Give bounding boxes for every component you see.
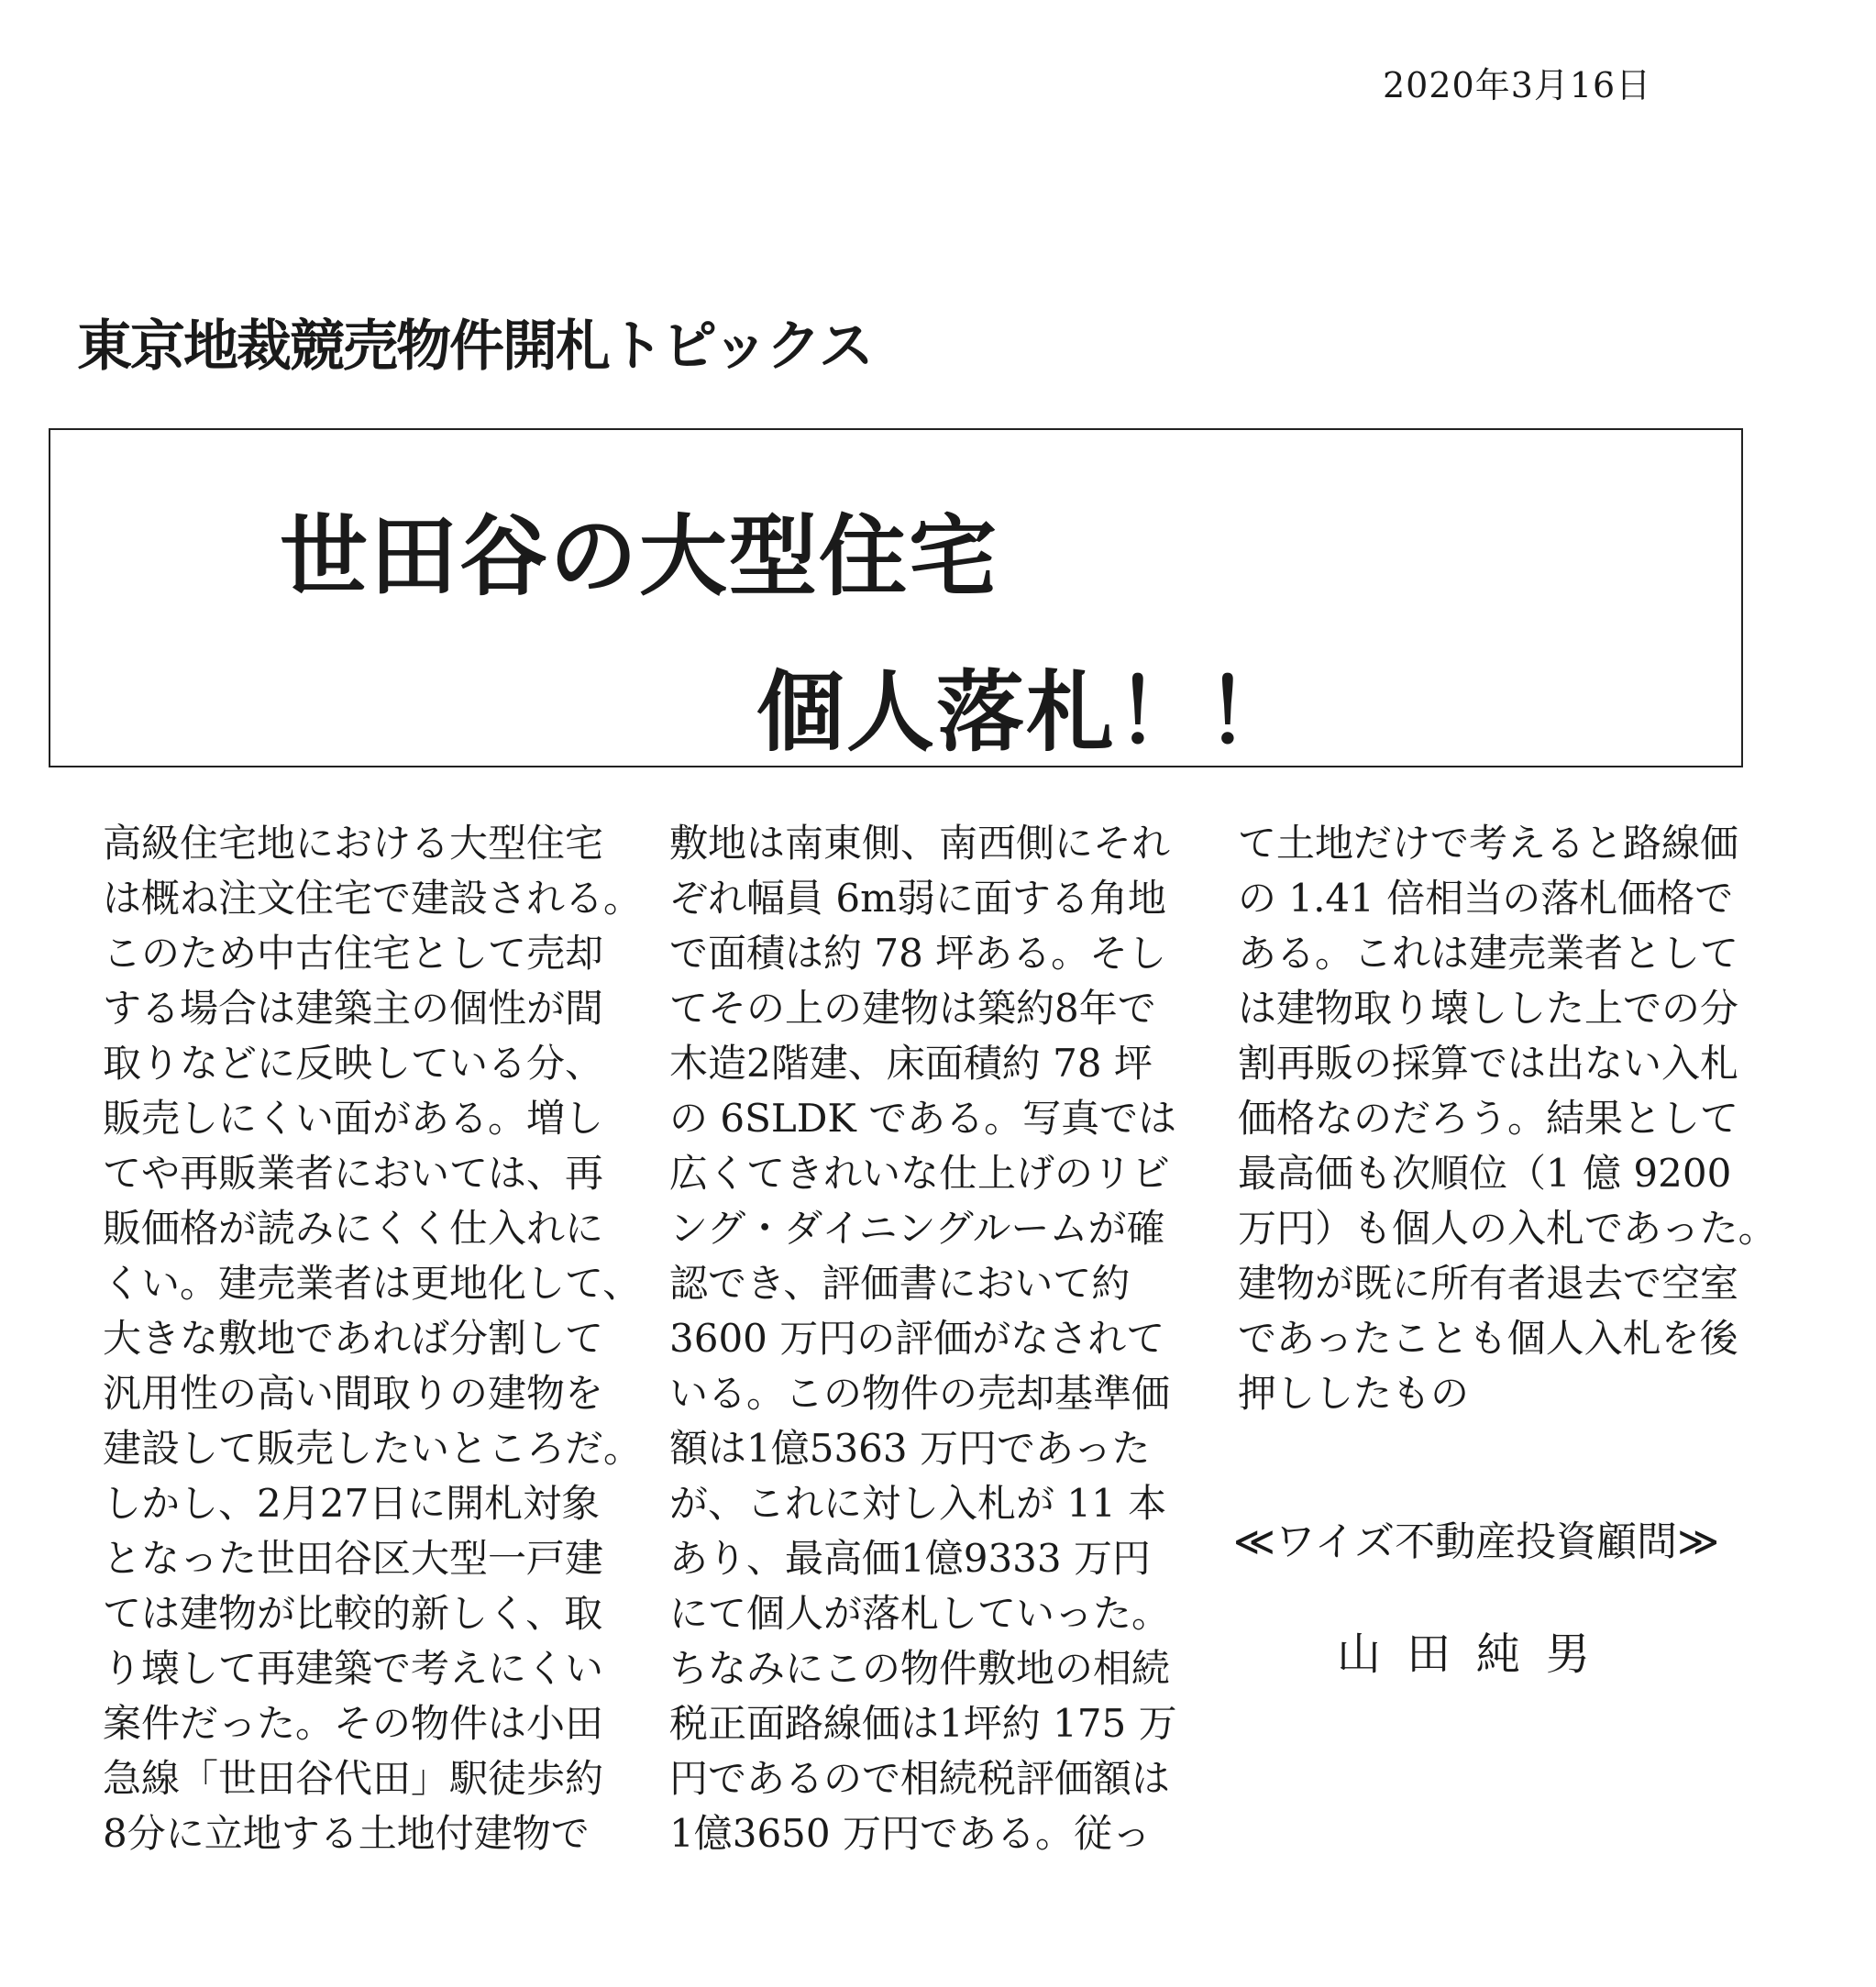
section-title: 東京地裁競売物件開札トピックス [77,315,872,379]
column-line: 案件だった。その物件は小田 [103,1701,604,1746]
column-line: の 6SLDK である。写真では [669,1096,1177,1141]
column-line: は建物取り壊しした上での分 [1238,986,1739,1031]
column-line: 建設して販売したいところだ。 [103,1426,643,1471]
column-line: あり、最高価1億9333 万円 [669,1536,1151,1581]
column-line: て土地だけで考えると路線価 [1238,821,1739,866]
column-line: ング・ダイニングルームが確 [669,1206,1165,1251]
article-column-3 [1238,816,1777,1421]
column-line: となった世田谷区大型一戸建 [103,1536,604,1581]
column-line: で面積は約 78 坪ある。そし [669,931,1167,976]
column-line: てや再販業者においては、再 [103,1151,604,1196]
column-line: 販売しにくい面がある。増し [103,1096,604,1141]
column-line: にて個人が落札していった。 [669,1591,1171,1636]
column-line: このため中古住宅として売却 [103,931,604,976]
column-line: ちなみにこの物件敷地の相続 [669,1646,1171,1691]
headline-box [49,428,1743,767]
column-line: が、これに対し入札が 11 本 [669,1481,1167,1526]
headline-line-2: 個人落札！！ [756,661,1296,764]
column-line: 大きな敷地であれば分割して [103,1316,604,1361]
column-line: いる。この物件の売却基準価 [669,1371,1171,1416]
article-column-1 [103,816,643,1861]
column-line: 額は1億5363 万円であった [669,1426,1151,1471]
column-line: しかし、2月27日に開札対象 [103,1481,601,1526]
column-line: ては建物が比較的新しく、取 [103,1591,603,1636]
column-line: 敷地は南東側、南西側にそれ [669,821,1171,866]
column-line: 高級住宅地における大型住宅 [103,821,604,866]
headline-line-1: 世田谷の大型住宅 [280,505,999,608]
column-line: 認でき、評価書において約 [669,1261,1131,1306]
column-line: ある。これは建売業者として [1238,931,1739,976]
article-date: 2020年3月16日 [1383,65,1652,105]
article-column-2 [669,816,1177,1861]
column-line: 建物が既に所有者退去で空室 [1238,1261,1739,1306]
column-line: 広くてきれいな仕上げのリビ [669,1151,1171,1196]
column-line: であったことも個人入札を後 [1238,1316,1738,1361]
column-line: 3600 万円の評価がなされて [669,1316,1165,1361]
column-line: 円であるので相続税評価額は [669,1756,1171,1801]
column-line: 汎用性の高い間取りの建物を [103,1371,604,1416]
byline-author: 山田純男 [1336,1628,1616,1680]
column-line: は概ね注文住宅で建設される。 [103,876,643,921]
column-line: 万円）も個人の入札であった。 [1238,1206,1777,1251]
column-line: の 1.41 倍相当の落札価格で [1238,876,1734,921]
column-line: 押ししたもの [1238,1371,1470,1416]
column-line: 販価格が読みにくく仕入れに [103,1206,604,1251]
byline-organization: ≪ワイズ不動産投資顧問≫ [1232,1518,1720,1565]
column-line: 急線「世田谷代田」駅徒歩約 [103,1756,604,1801]
column-line: 8分に立地する土地付建物で [103,1811,590,1856]
column-line: 割再販の採算では出ない入札 [1238,1041,1739,1086]
column-line: 木造2階建、床面積約 78 坪 [669,1041,1153,1086]
column-line: 税正面路線価は1坪約 175 万 [669,1701,1177,1746]
column-line: 1億3650 万円である。従っ [669,1811,1151,1856]
column-line: 取りなどに反映している分、 [103,1041,604,1086]
column-line: 最高価も次順位（1 億 9200 [1238,1151,1732,1196]
column-line: てその上の建物は築約8年で [669,986,1156,1031]
column-line: くい。建売業者は更地化して、 [103,1261,642,1306]
column-line: する場合は建築主の個性が間 [103,986,604,1031]
column-line: ぞれ幅員 6m弱に面する角地 [669,876,1166,921]
column-line: り壊して再建築で考えにくい [103,1646,604,1691]
column-line: 価格なのだろう。結果として [1238,1096,1739,1141]
